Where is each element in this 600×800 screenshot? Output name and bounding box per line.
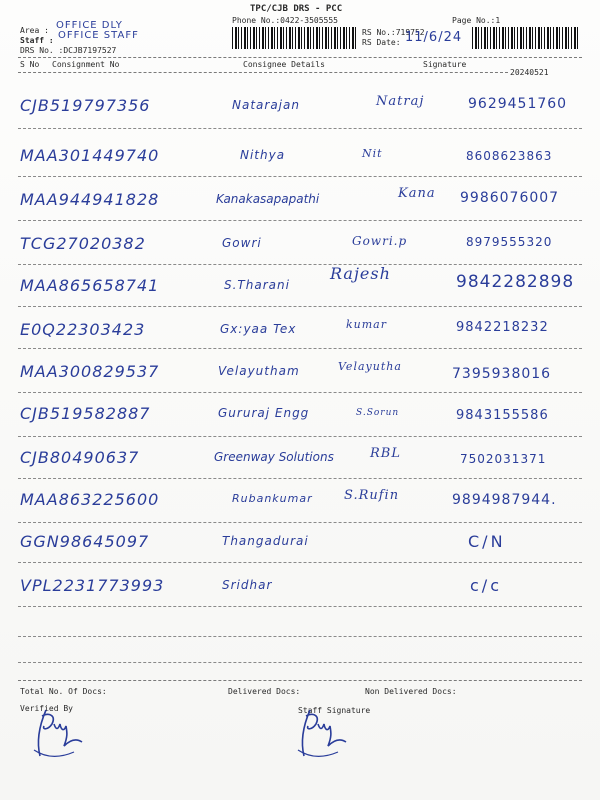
recipient-signature: Gowri.p: [352, 234, 408, 248]
consignment-number: CJB519582887: [20, 404, 151, 423]
row-divider: [18, 306, 582, 307]
page-number: Page No.:1: [452, 16, 501, 25]
rs-date-label: RS Date:: [362, 38, 401, 47]
contact-number: 8979555320: [466, 235, 553, 249]
column-rule: [18, 72, 508, 73]
staff-signature: [294, 706, 354, 762]
consignment-number: TCG27020382: [20, 234, 146, 253]
sheet-title: TPC/CJB DRS - PCC: [250, 4, 343, 14]
consignment-number: CJB519797356: [20, 96, 151, 115]
drs-number: DRS No. :DCJB7197527: [20, 46, 117, 55]
total-docs-label: Total No. Of Docs:: [20, 687, 107, 696]
verified-by-label: Verified By: [20, 704, 73, 713]
recipient-signature: Kana: [398, 186, 436, 201]
contact-number: c/c: [470, 576, 502, 595]
staff-label: Staff :: [20, 36, 54, 45]
footer-rule: [18, 680, 582, 681]
recipient-signature: RBL: [370, 446, 401, 461]
col-consignee: Consignee Details: [243, 60, 325, 69]
consignment-number: VPL2231773993: [20, 576, 165, 595]
consignee-name: Nithya: [240, 148, 286, 162]
verifier-signature: [30, 706, 90, 762]
consignee-name: Gx:yaa Tex: [220, 322, 297, 336]
row-divider: [18, 522, 582, 523]
consignee-name: Velayutham: [218, 364, 300, 378]
recipient-signature: Velayutha: [338, 360, 402, 373]
row-divider: [18, 348, 582, 349]
consignment-number: CJB80490637: [20, 448, 140, 467]
consignment-number: MAA865658741: [20, 276, 160, 295]
recipient-signature: Natraj: [376, 94, 425, 109]
consignment-number: MAA944941828: [20, 190, 160, 209]
consignee-name: Thangadurai: [222, 534, 309, 548]
phone-number: Phone No.:0422-3505555: [232, 16, 338, 25]
contact-number: 9894987944.: [452, 492, 557, 508]
area-label: Area :: [20, 26, 49, 35]
recipient-signature: Nit: [362, 147, 383, 160]
consignment-number: MAA863225600: [20, 490, 160, 509]
row-divider: [18, 220, 582, 221]
delivered-docs-label: Delivered Docs:: [228, 687, 301, 696]
consignment-number: MAA301449740: [20, 146, 160, 165]
contact-number: 7502031371: [460, 452, 547, 466]
col-signature: Signature: [423, 60, 467, 69]
col-consignment: Consignment No: [52, 60, 120, 69]
contact-number: 7395938016: [452, 366, 552, 382]
consignee-name: Kanakasapapathi: [216, 192, 320, 206]
row-divider: [18, 176, 582, 177]
contact-number: 8608623863: [466, 149, 553, 163]
contact-number: 9843155586: [456, 408, 549, 423]
consignment-number: MAA300829537: [20, 362, 160, 381]
consignee-name: Gururaj Engg: [218, 406, 310, 420]
recipient-signature: Rajesh: [330, 264, 391, 283]
row-divider: [18, 436, 582, 437]
row-divider: [18, 606, 582, 607]
row-divider: [18, 264, 582, 265]
row-divider: [18, 636, 582, 637]
staff-value: OFFICE STAFF: [58, 30, 139, 41]
col-sno: S No: [20, 60, 40, 69]
contact-number: 9986076007: [460, 190, 560, 206]
consignee-name: Rubankumar: [232, 492, 313, 505]
consignment-number: E0Q22303423: [20, 320, 146, 339]
consignee-name: Sridhar: [222, 578, 273, 592]
consignee-name: S.Tharani: [224, 278, 290, 292]
consignee-name: Gowri: [222, 236, 262, 250]
row-divider: [18, 478, 582, 479]
row-divider: [18, 392, 582, 393]
barcode-left: [232, 27, 356, 49]
staff-signature-label: Staff Signature: [298, 706, 371, 715]
contact-number: 9842218232: [456, 320, 549, 335]
recipient-signature: kumar: [346, 318, 387, 331]
row-divider: [18, 662, 582, 663]
contact-number: 9629451760: [468, 96, 568, 112]
row-divider: [18, 128, 582, 129]
consignment-number: GGN98645097: [20, 532, 150, 551]
header-rule: [18, 57, 582, 58]
non-delivered-docs-label: Non Delivered Docs:: [365, 687, 457, 696]
contact-number: C/N: [468, 532, 506, 551]
rs-number: RS No.:719752: [362, 28, 425, 37]
row-divider: [18, 562, 582, 563]
consignee-name: Greenway Solutions: [214, 450, 334, 464]
recipient-signature: S.Rufin: [344, 488, 400, 503]
area-value: OFFICE DLY: [56, 20, 123, 31]
date-stamp: 20240521: [510, 68, 549, 77]
rs-date-value: 11/6/24: [405, 30, 463, 45]
consignee-name: Natarajan: [232, 98, 300, 112]
recipient-signature: S.Sorun: [356, 408, 400, 418]
contact-number: 9842282898: [456, 272, 575, 292]
barcode-right: [472, 27, 580, 49]
